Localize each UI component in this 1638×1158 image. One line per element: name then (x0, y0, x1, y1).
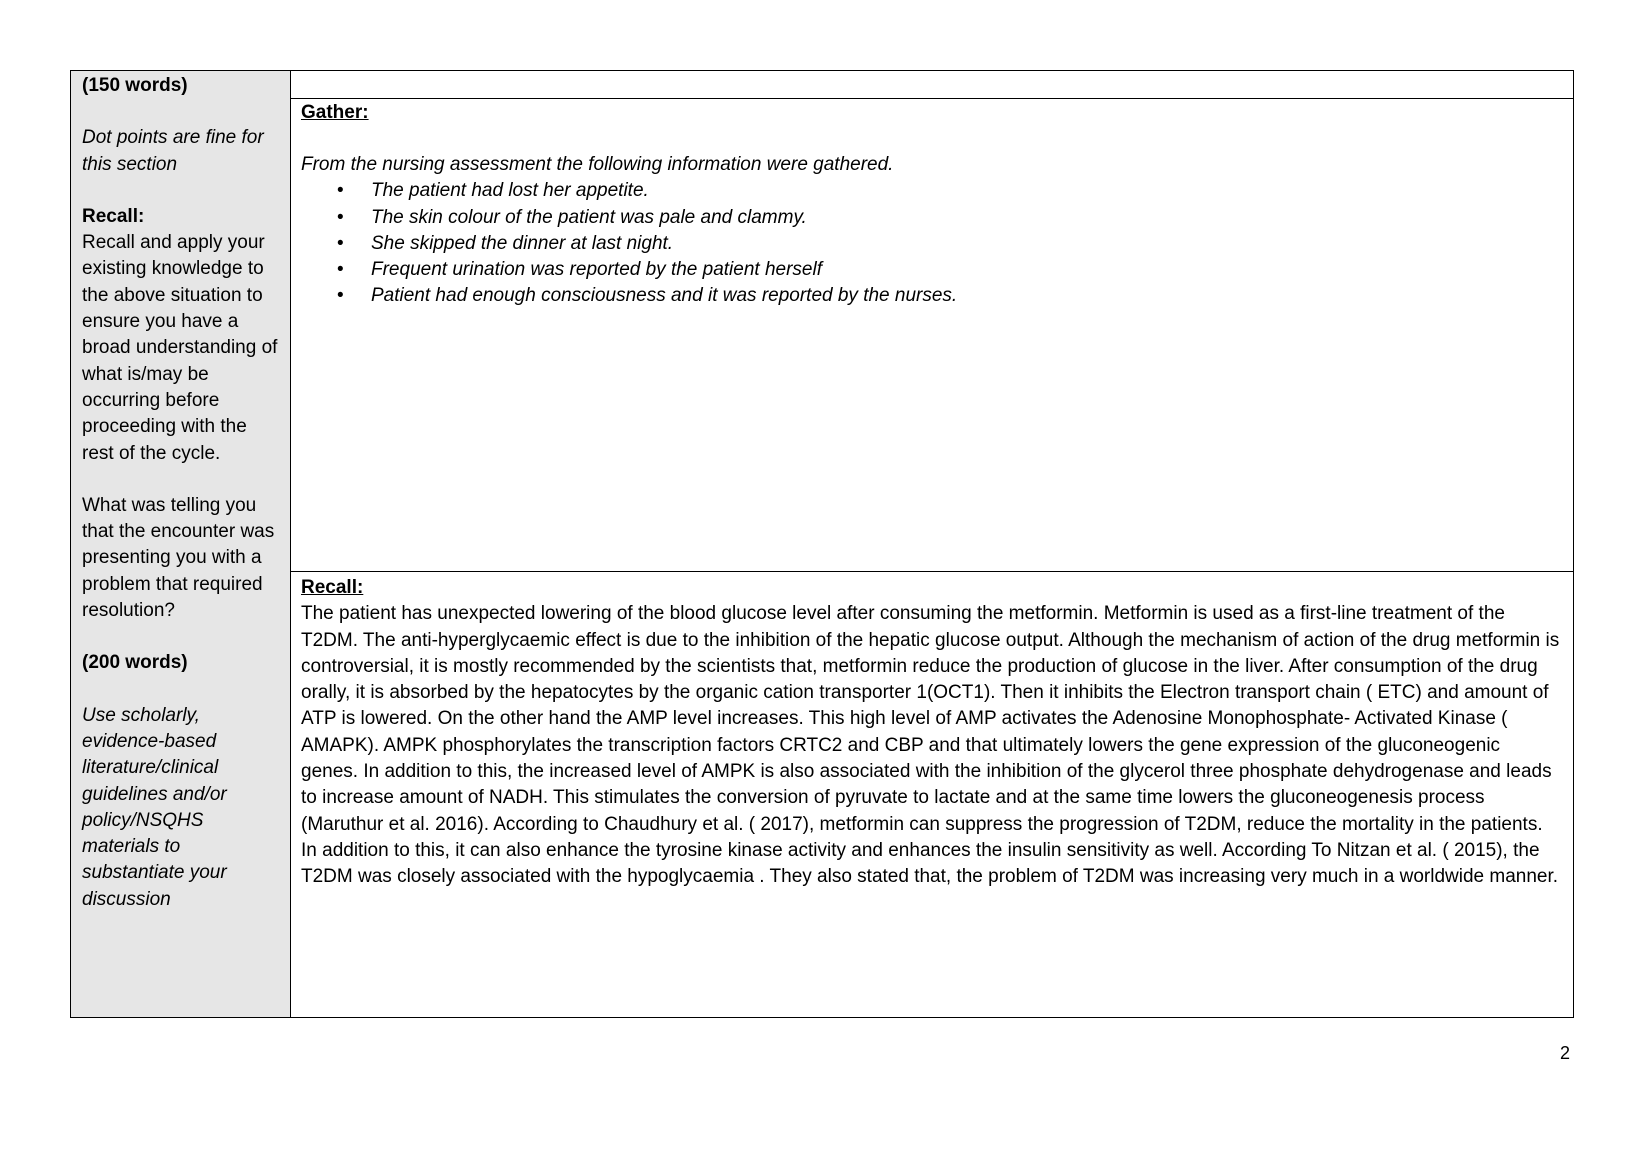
bullet-icon: • (337, 259, 344, 281)
bullet-icon: • (337, 180, 344, 202)
response-column (291, 71, 1573, 1017)
gather-section (291, 98, 1573, 572)
scholarly-note: Use scholarly, evidence-based literature/clinical guidelines and/or policy/NSQHS materials to substantiate your discussion (82, 704, 227, 910)
empty-header-row (291, 71, 1573, 99)
list-item: • Patient had enough consciousness and it was reported by the nurses. (337, 283, 1563, 309)
instruction-column (71, 71, 291, 1017)
bullet-icon: • (337, 232, 344, 254)
gather-heading: Gather: (301, 102, 369, 123)
document-table (70, 70, 1574, 1018)
list-item: • She skipped the dinner at last night. (337, 231, 1563, 257)
word-limit-200: (200 words) (82, 652, 188, 674)
list-item: • Frequent urination was reported by the patient herself (337, 257, 1563, 283)
recall-instruction-heading: Recall: (82, 205, 145, 227)
list-item: • The skin colour of the patient was pale and clammy. (337, 205, 1563, 231)
gather-intro: From the nursing assessment the following information were gathered. (301, 154, 894, 176)
dot-points-note: Dot points are fine for this section (82, 127, 264, 175)
bullet-icon: • (337, 285, 344, 307)
bullet-icon: • (337, 206, 344, 228)
recall-instruction-text: Recall and apply your existing knowledge to the above situation to ensure you have a broad understanding of what is/may be occurring before proceeding with the rest of the cycle. (82, 232, 278, 464)
recall-body: The patient has unexpected lowering of the blood glucose level after consuming the metformin. Metformin is used as a first-line treatment of the T2DM. The anti-hyperglycaemic effect is due to the inhibition of the hepatic glucose output. Although the mechanism of action of the drug metformin is controversial, it is mostly recommended by the scientists that, metformin reduce the production of glucose in the liver. After consumption of the drug orally, it is absorbed by the hepatocytes by the organic cation transporter 1(OCT1). Then it inhibits the Electron transport chain ( ETC) and amount of ATP is lowered. On the other hand the AMP level increases. This high level of AMP activates the Adenosine Monophosphate- Activated Kinase ( AMAPK). AMPK phosphorylates the transcription factors CRTC2 and CBP and that ultimately lowers the gene expression of the gluconeogenic genes. In addition to this, the increased level of AMPK is also associated with the inhibition of the glycerol three phosphate dehydrogenase and leads to increase amount of NADH. This stimulates the conversion of pyruvate to lactate and at the same time lowers the gluconeogenesis process (Maruthur et al. 2016). According to Chaudhury et al. ( 2017), metformin can suppress the progression of T2DM, reduce the mortality in the patients. In addition to this, it can also enhance the tyrosine kinase activity and enhances the insulin sensitivity as well. According To Nitzan et al. ( 2015), the T2DM was closely associated with the hypoglycaemia . They also stated that, the problem of T2DM was increasing very much in a worldwide manner. (301, 603, 1560, 888)
word-limit-150: (150 words) (82, 75, 188, 96)
problem-question: What was telling you that the encounter was presenting you with a problem that required resolution? (82, 494, 275, 622)
list-item: • The patient had lost her appetite. (337, 178, 1563, 204)
recall-section (291, 573, 1573, 1017)
page-number: 2 (1560, 1043, 1571, 1063)
gather-list (301, 178, 1563, 309)
recall-heading: Recall: (301, 577, 364, 598)
